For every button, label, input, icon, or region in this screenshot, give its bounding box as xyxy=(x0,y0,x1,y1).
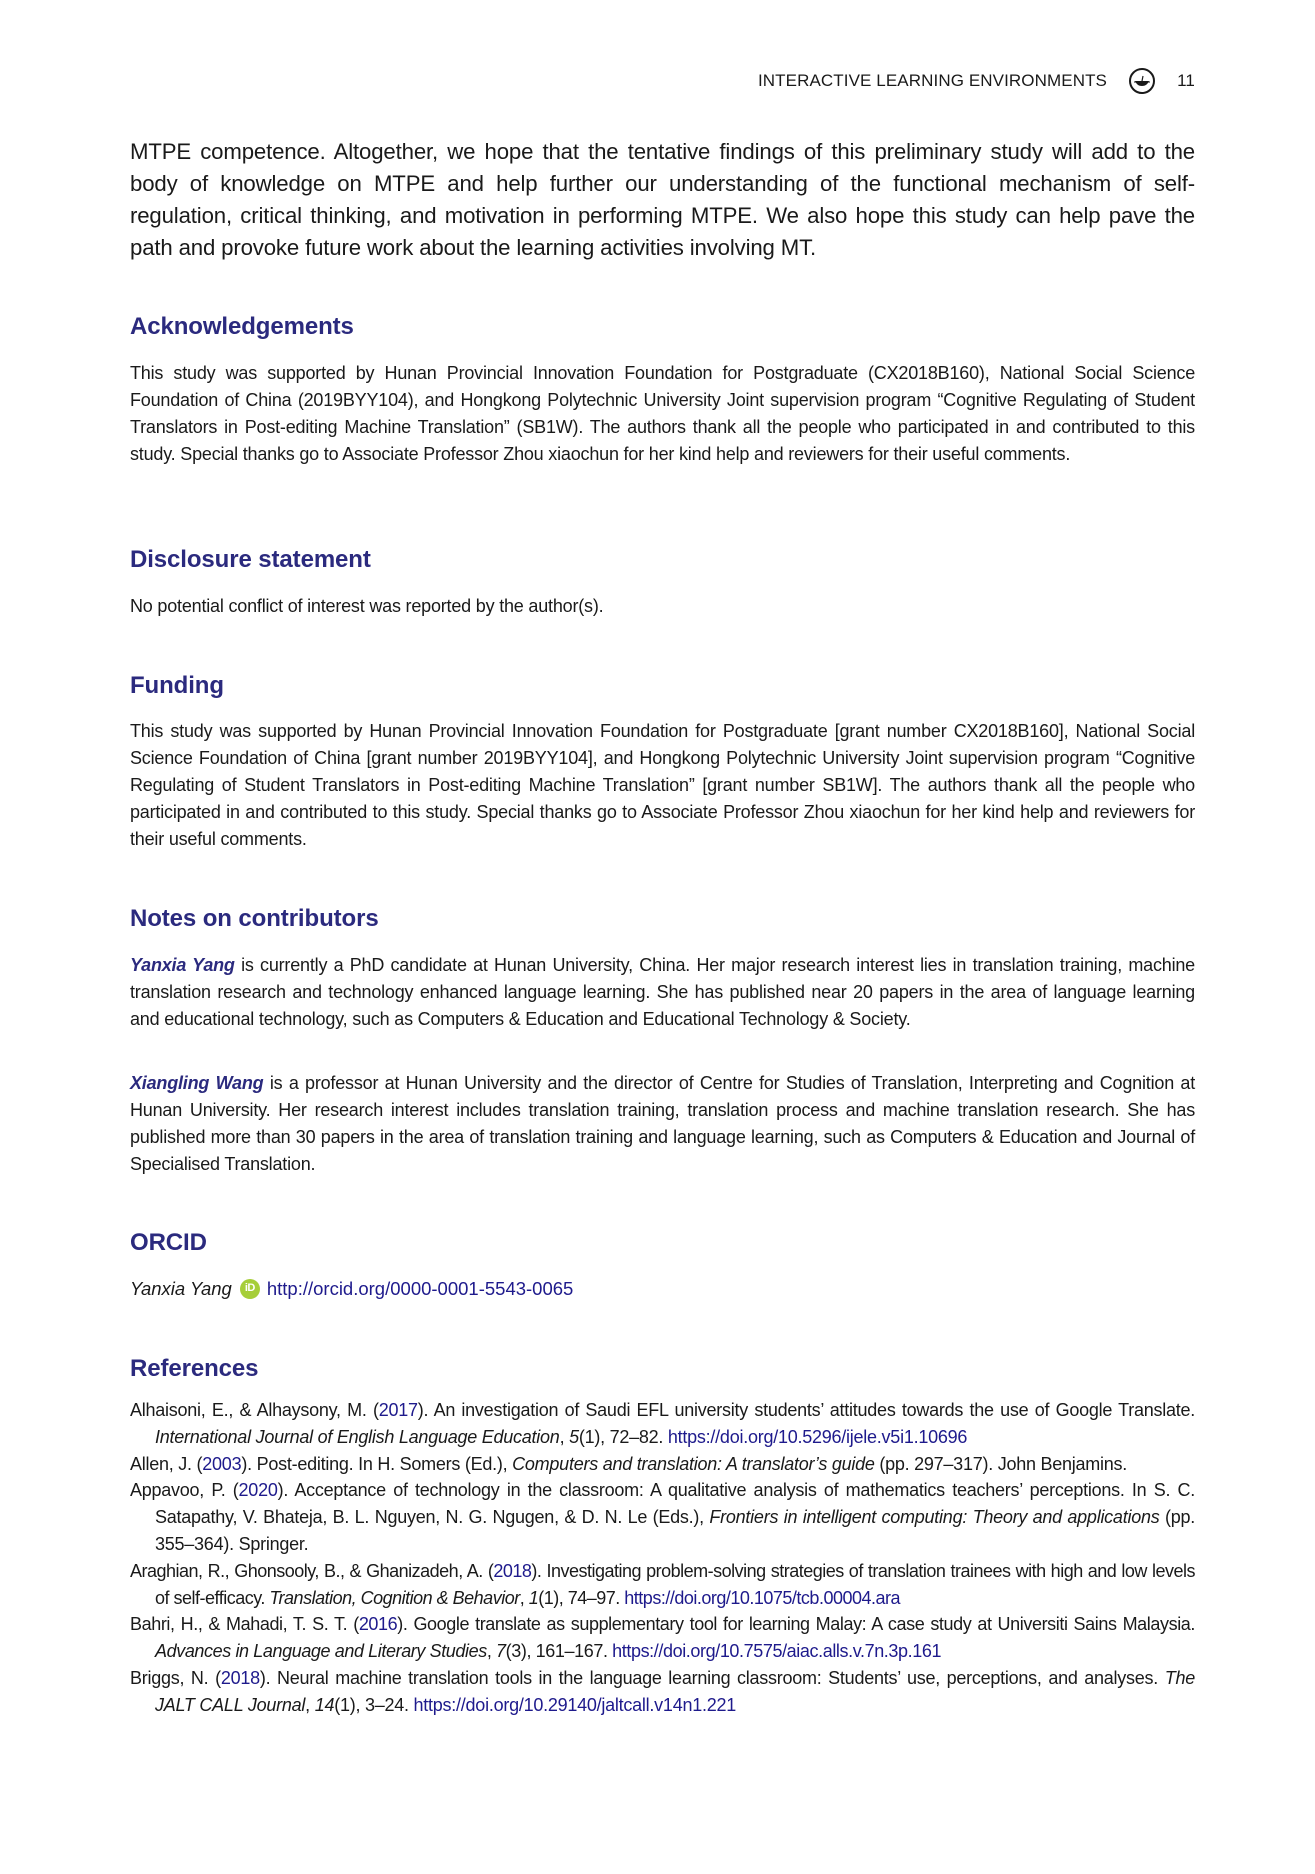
ref-source: International Journal of English Language Education xyxy=(155,1426,560,1447)
contributor-bio-text: is currently a PhD candidate at Hunan University, China. Her major research interest lies in translation training, machine translation research and technology enhanced language learning. She has published near 20 papers in the area of language learning and educational technology, such as Computers & Education and Educational Technology & Society. xyxy=(130,955,1195,1029)
ref-authors: Allen, J. ( xyxy=(130,1453,203,1474)
ref-year-link[interactable]: 2020 xyxy=(238,1480,278,1501)
reference-item xyxy=(130,1451,1195,1478)
reference-item xyxy=(130,1558,1195,1612)
ref-year-link[interactable]: 2003 xyxy=(202,1453,242,1474)
section-heading-acknowledgements: Acknowledgements xyxy=(130,313,354,340)
ref-source: Computers and translation: A translator’s guide xyxy=(512,1453,875,1474)
reference-item xyxy=(130,1397,1195,1451)
contributor-name[interactable]: Xiangling Wang xyxy=(130,1073,264,1093)
ref-source: Frontiers in intelligent computing: Theory and applications xyxy=(709,1507,1160,1528)
ref-details: (1), 72–82. xyxy=(578,1426,668,1447)
ref-title: ). Post-editing. In H. Somers (Ed.), xyxy=(241,1453,513,1474)
contributor-bio-text: is a professor at Hunan University and the director of Centre for Studies of Translation, Interpreting and Cognition at Hunan University. Her research interest includes translation training, translation process and machine translation research. She has published more than 30 papers in the area of translation training and language learning, such as Computers & Education and Journal of Specialised Translation. xyxy=(130,1073,1195,1174)
reference-item xyxy=(130,1665,1195,1719)
ref-publisher: (pp. 297–317). John Benjamins. xyxy=(874,1453,1128,1474)
ref-title: ). Google translate as supplementary tool for learning Malay: A case study at Universiti Sains Malaysia. xyxy=(397,1614,1196,1635)
ref-authors: Appavoo, P. ( xyxy=(130,1480,239,1501)
ref-authors: Briggs, N. ( xyxy=(130,1667,221,1688)
section-heading-funding: Funding xyxy=(130,672,224,699)
section-heading-orcid: ORCID xyxy=(130,1229,207,1256)
orcid-author-name: Yanxia Yang xyxy=(130,1278,232,1299)
ref-authors: Alhaisoni, E., & Alhaysony, M. ( xyxy=(130,1400,379,1420)
ref-publisher: (pp. 355–364). Springer. xyxy=(155,1507,1196,1554)
ref-doi-link[interactable]: https://doi.org/10.5296/ijele.v5i1.10696 xyxy=(667,1426,968,1447)
ref-doi-link[interactable]: https://doi.org/10.1075/tcb.00004.ara xyxy=(624,1587,901,1608)
ref-volume: 7 xyxy=(496,1641,506,1662)
disclosure-text: No potential conflict of interest was reported by the author(s). xyxy=(130,596,604,616)
ref-punct: , xyxy=(559,1426,570,1447)
ref-doi-link[interactable]: https://doi.org/10.7575/aiac.alls.v.7n.3p.161 xyxy=(612,1641,942,1662)
section-heading-disclosure: Disclosure statement xyxy=(130,546,371,573)
ref-year-link[interactable]: 2018 xyxy=(493,1560,532,1581)
ref-authors: Araghian, R., Ghonsooly, B., & Ghanizadeh, A. ( xyxy=(130,1560,494,1581)
orcid-entry xyxy=(130,1275,573,1302)
orcid-link[interactable]: http://orcid.org/0000-0001-5543-0065 xyxy=(266,1278,574,1299)
section-heading-contributors: Notes on contributors xyxy=(130,905,379,932)
ref-source: Translation, Cognition & Behavior xyxy=(269,1587,520,1608)
journal-title: INTERACTIVE LEARNING ENVIRONMENTS xyxy=(757,71,1107,90)
body-paragraph: MTPE competence. Altogether, we hope that the tentative findings of this preliminary study will add to the body of knowledge on MTPE and help further our understanding of the functional mechanism of self-regulation, critical thinking, and motivation in performing MTPE. We also hope this study can help pave the path and provoke future work about the learning activities involving MT. xyxy=(130,139,1195,260)
orcid-id-icon: iD xyxy=(240,1279,260,1299)
ref-punct: , xyxy=(519,1587,529,1608)
ref-source: The JALT CALL Journal xyxy=(155,1667,1195,1715)
funding-text: This study was supported by Hunan Provincial Innovation Foundation for Postgraduate [grant number CX2018B160], National Social Science Foundation of China [grant number 2019BYY104], and Hongkong Polytechnic University Joint supervision program “Cognitive Regulating of Student Translators in Post-editing Machine Translation” [grant number SB1W]. The authors thank all the people who participated in and contributed to this study. Special thanks go to Associate Professor Zhou xiaochun for her kind help and reviewers for their useful comments. xyxy=(130,721,1195,849)
running-header xyxy=(758,68,1195,94)
ref-year-link[interactable]: 2017 xyxy=(378,1400,418,1420)
ref-title: ). Investigating problem-solving strategies of translation trainees with high and low levels of self-efficacy. xyxy=(155,1560,1195,1608)
ref-volume: 5 xyxy=(569,1426,579,1447)
publisher-lamp-icon xyxy=(1129,68,1155,94)
contributor-bio xyxy=(130,952,1195,1033)
ref-title: ). Neural machine translation tools in the language learning classroom: Students’ use, perceptions, and analyses. xyxy=(259,1667,1165,1688)
ref-details: (1), 74–97. xyxy=(538,1587,625,1608)
ref-authors: Bahri, H., & Mahadi, T. S. T. ( xyxy=(130,1614,359,1635)
ref-doi-link[interactable]: https://doi.org/10.29140/jaltcall.v14n1.221 xyxy=(413,1694,737,1715)
ref-details: (3), 161–167. xyxy=(505,1641,613,1662)
ref-year-link[interactable]: 2016 xyxy=(358,1614,398,1635)
ref-details: (1), 3–24. xyxy=(334,1694,414,1715)
ref-source: Advances in Language and Literary Studies xyxy=(155,1641,487,1662)
page-number: 11 xyxy=(1177,71,1195,90)
acknowledgements-text: This study was supported by Hunan Provincial Innovation Foundation for Postgraduate (CX2018B160), National Social Science Foundation of China (2019BYY104), and Hongkong Polytechnic University Joint supervision program “Cognitive Regulating of Student Translators in Post-editing Machine Translation” (SB1W). The authors thank all the people who participated in and contributed to this study. Special thanks go to Associate Professor Zhou xiaochun for her kind help and reviewers for their useful comments. xyxy=(130,363,1195,464)
contributor-name[interactable]: Yanxia Yang xyxy=(130,955,235,975)
ref-volume: 14 xyxy=(314,1694,335,1715)
ref-volume: 1 xyxy=(528,1587,539,1608)
reference-item xyxy=(130,1611,1195,1665)
reference-list xyxy=(130,1397,1195,1719)
ref-punct: , xyxy=(486,1641,497,1662)
ref-punct: , xyxy=(305,1694,315,1715)
reference-item xyxy=(130,1477,1195,1557)
ref-title: ). Acceptance of technology in the classroom: A qualitative analysis of mathematics teachers’ perceptions. In S. C. Satapathy, V. Bhateja, B. L. Nguyen, N. G. Ngugen, & D. N. Le (Eds.), xyxy=(155,1480,1195,1528)
section-heading-references: References xyxy=(130,1355,259,1382)
contributor-bio xyxy=(130,1070,1195,1178)
ref-title: ). An investigation of Saudi EFL university students’ attitudes towards the use of Google Translate. xyxy=(417,1400,1195,1420)
ref-year-link[interactable]: 2018 xyxy=(220,1667,260,1688)
